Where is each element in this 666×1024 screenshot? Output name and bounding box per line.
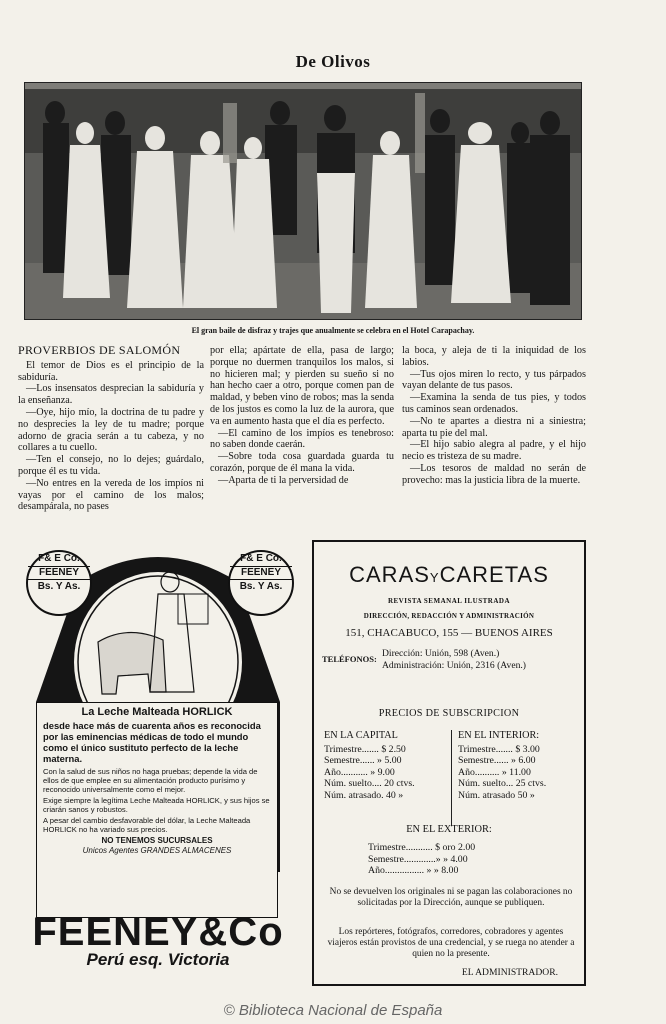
library-watermark: © Biblioteca Nacional de España (223, 1002, 443, 1019)
paragraph: —Los tesoros de maldad no serán de provecho: mas la justicia libra de la muerte. (402, 462, 586, 486)
caras-caretas-box (312, 540, 586, 986)
feeney-brand: FEENEY&Co (32, 910, 284, 954)
price-row: Año................ » » 8.00 (368, 865, 459, 877)
caras-caretas-title (314, 562, 584, 588)
horlick-advertisement (18, 542, 298, 982)
no-sucursales: NO TENEMOS SUCURSALES (101, 836, 213, 845)
paragraph: El temor de Dios es el principio de la sabiduría. (18, 359, 204, 383)
price-row: Año........... » 9.00 (324, 766, 395, 778)
article-column-2 (210, 345, 394, 487)
paragraph: —Ten el consejo, no lo dejes; guárdalo, porque él es tu vida. (18, 454, 204, 477)
price-row: Semestre...... » 5.00 (324, 755, 402, 767)
feeney-address (18, 952, 298, 967)
telefono-direccion: Dirección: Unión, 598 (Aven.) (382, 648, 500, 659)
horlick-text-panel (36, 702, 278, 918)
paragraph: —Examina la senda de tus pies, y todos tus caminos sean ordenados. (402, 392, 586, 415)
page-title: De Olivos (295, 52, 371, 71)
seal-text: F& E Co. (38, 553, 80, 564)
article-heading: PROVERBIOS DE SALOMÓN (18, 343, 181, 357)
prices-heading-exterior: EN EL EXTERIOR: (406, 824, 492, 835)
prices-exterior (368, 842, 548, 877)
title-part: CARAS (349, 562, 430, 587)
column-divider (451, 730, 452, 826)
caras-subtitle: REVISTA SEMANAL ILUSTRADA (387, 597, 511, 605)
address-line: esq. (129, 950, 164, 969)
paragraph: por ella; apártate de ella, pasa de largo; porque no duermen tranquilos los malos, si no hicieren mal; y pierden su sueño si no han hecho caer a otro, porque comen pan de maldad, y beben vino de robos; mas la senda de los justos es como la luz de la aurora, que va en aumento hasta que el día es perfecto. (210, 345, 394, 427)
paragraph: —Los insensatos desprecian la sabiduría y la enseñanza. (18, 383, 204, 407)
price-row: Trimestre....... $ 3.00 (458, 743, 540, 755)
administrator-signature: EL ADMINISTRADOR. (461, 967, 558, 978)
price-row: Semestre...... » 6.00 (458, 755, 536, 767)
price-row: Trimestre........... $ oro 2.00 (368, 842, 476, 853)
caras-subtitle-2: DIRECCIÓN, REDACCIÓN Y ADMINISTRACIÓN (363, 612, 535, 620)
credentials-note: Los repórteres, fotógrafos, corredores, cobradores y agentes viajeros están provistos de una credencial, y se ruega no atender a quien no la presente. (327, 927, 575, 959)
precios-title: PRECIOS DE SUBSCRIPCION (378, 708, 520, 719)
address-line: Perú (86, 950, 125, 969)
price-row: Núm. atrasado 50 » (458, 789, 535, 801)
party-photo (24, 82, 582, 320)
article-column-1 (18, 345, 204, 513)
paragraph: —Aparta de ti la perversidad de (218, 474, 349, 486)
seal-text: Bs. Y As. (37, 581, 81, 592)
horlick-lead: desde hace más de cuarenta años es reconocida por las eminencias médicas de todo el mundo como el único sustituto perfecto de la leche materna. (43, 720, 261, 764)
feeney-banner (18, 912, 298, 982)
address-line: Victoria (167, 950, 230, 969)
caras-address: 151, CHACABUCO, 155 — BUENOS AIRES (345, 627, 553, 639)
agents-line: Unicos Agentes GRANDES ALMACENES (82, 846, 232, 855)
prices-interior (458, 730, 580, 802)
price-row: Núm. suelto... 25 ctvs. (458, 778, 547, 790)
horlick-body: A pesar del cambio desfavorable del dólar, la Leche Malteada HORLICK no ha variado sus precios. (43, 816, 251, 834)
title-part: Y (429, 570, 440, 585)
paragraph: —Oye, hijo mío, la doctrina de tu padre y no desprecies la ley de tu madre; porque adorno de gracia serán a tu cabeza, y no collares a tu cuello. (18, 406, 204, 454)
prices-heading: EN LA CAPITAL (324, 730, 398, 741)
price-row: Núm. suelto.... 20 ctvs. (324, 778, 415, 790)
paragraph: la boca, y aleja de ti la iniquidad de los labios. (402, 345, 586, 368)
paragraph: —Sobre toda cosa guardada guarda tu corazón, porque de él mana la vida. (210, 451, 394, 474)
photo-caption: El gran baile de disfraz y trajes que anualmente se celebra en el Hotel Carapachay. (191, 326, 475, 335)
paragraph: —El camino de los impíos es tenebroso: no saben donde caerán. (210, 427, 394, 451)
paragraph: —Tus ojos miren lo recto, y tus párpados vayan delante de tus pasos. (402, 368, 586, 392)
paragraph: —El hijo sabio alegra al padre, y el hijo necio es tristeza de su madre. (402, 439, 586, 463)
prices-capital (324, 730, 446, 802)
prices-heading: EN EL INTERIOR: (458, 730, 540, 741)
originals-note: No se devuelven los originales ni se pagan las colaboraciones no solicitadas por la Dirección, aunque se publiquen. (329, 887, 573, 908)
seal-text: FEENEY (230, 566, 292, 580)
telefonos-label: TELÉFONOS: (322, 654, 377, 664)
paragraph: —No te apartes a diestra ni a siniestra; aparta tu pie del mal. (402, 415, 586, 439)
seal-text: FEENEY (28, 566, 90, 580)
price-row: Núm. atrasado. 40 » (324, 789, 404, 801)
seal-text: Bs. Y As. (239, 581, 283, 592)
telefono-administracion: Administración: Unión, 2316 (Aven.) (382, 660, 526, 671)
seal-text: F& E Co. (240, 553, 282, 564)
article-column-3 (402, 345, 586, 487)
price-row: Año.......... » 11.00 (458, 766, 531, 778)
horlick-body: Con la salud de sus niños no haga pruebas; depende la vida de ellos de que emplee en su alimentación producto purísimo y reconocido universalmente como el mejor. (43, 767, 258, 794)
paragraph: —No entres en la vereda de los impíos ni vayas por el camino de los malos; desampárala, no pases (18, 477, 204, 513)
price-row: Semestre.............» » 4.00 (368, 853, 468, 865)
title-part: CARETAS (439, 562, 549, 587)
feeney-seal-right (228, 550, 294, 616)
horlick-body: Exige siempre la legítima Leche Malteada HORLICK, y sus hijos se criarán sanos y robustos. (43, 796, 270, 814)
horlick-title: La Leche Malteada HORLICK (81, 706, 233, 718)
feeney-seal-left (26, 550, 92, 616)
price-row: Trimestre....... $ 2.50 (324, 743, 406, 755)
